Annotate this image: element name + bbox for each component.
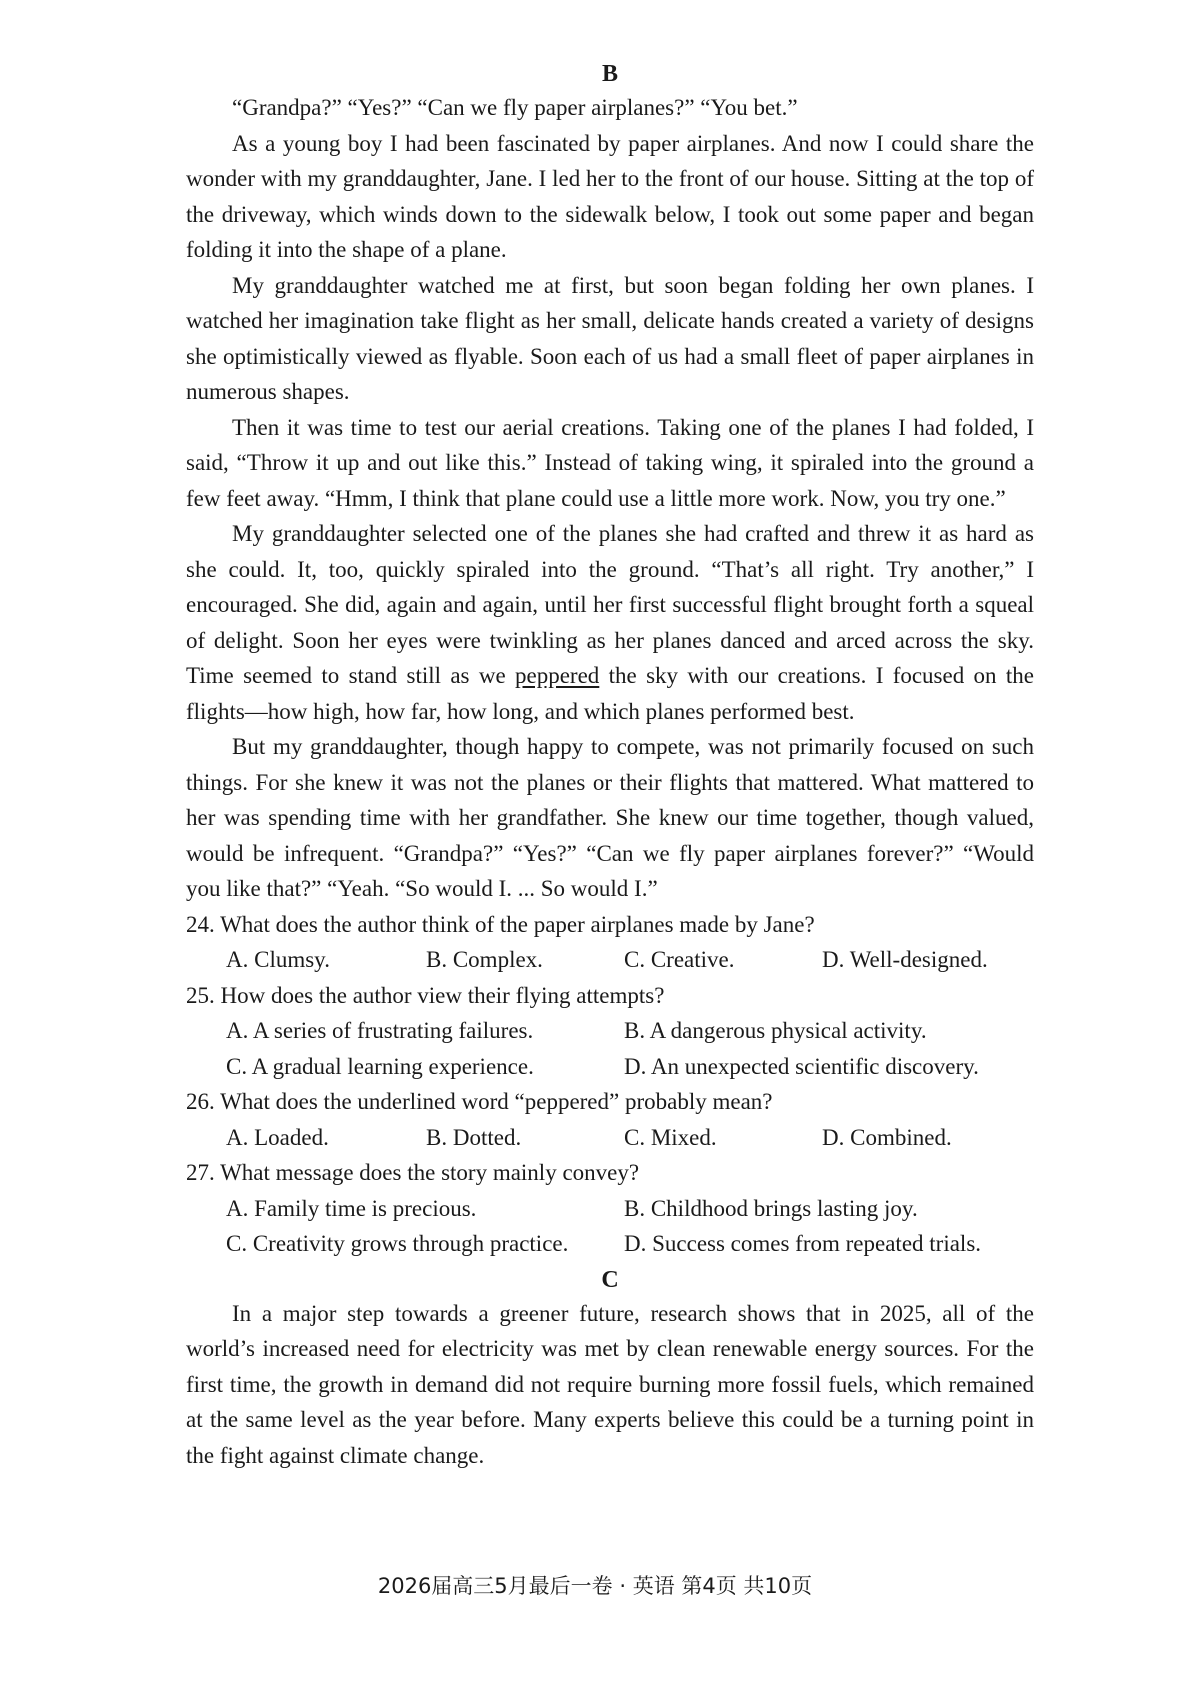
question-26 bbox=[186, 1084, 1034, 1155]
passage-b-paragraph-1: “Grandpa?” “Yes?” “Can we fly paper airplanes?” “You bet.” bbox=[232, 95, 798, 120]
option-a: A. Family time is precious. bbox=[226, 1195, 477, 1221]
option-a: A. Loaded. bbox=[226, 1124, 329, 1150]
option-a: A. Clumsy. bbox=[226, 947, 330, 972]
underlined-word-peppered: peppered bbox=[515, 663, 600, 688]
question-stem: 26. What does the underlined word “peppered” probably mean? bbox=[186, 1089, 773, 1114]
passage-b-paragraph-5 bbox=[186, 516, 1034, 729]
question-stem: 25. How does the author view their flying attempts? bbox=[186, 982, 665, 1008]
answer-options bbox=[186, 1191, 1034, 1262]
option-c: C. Mixed. bbox=[624, 1124, 717, 1150]
option-b: B. Dotted. bbox=[426, 1124, 522, 1150]
passage-b-paragraph-4: Then it was time to test our aerial creations. Taking one of the planes I had folded, I said, “Throw it up and out like this.” Instead of taking wing, it spiraled into the ground a few feet away. “Hmm, I think that plane could use a little more work. Now, you try one.” bbox=[186, 414, 1034, 511]
question-27 bbox=[186, 1155, 1034, 1262]
option-d: D. Success comes from repeated trials. bbox=[624, 1231, 982, 1256]
question-24 bbox=[186, 907, 1034, 978]
section-heading-c: C bbox=[601, 1266, 619, 1293]
answer-options bbox=[186, 1120, 1034, 1156]
option-a: A. A series of frustrating failures. bbox=[226, 1018, 534, 1043]
page-content bbox=[186, 58, 1034, 1473]
passage-b-paragraph-6: But my granddaughter, though happy to compete, was not primarily focused on such things. For she knew it was not the planes or their flights that mattered. What mattered to her was spending time with her grandfather. She knew our time together, though valued, would be infrequent. “Grandpa?” “Yes?” “Can we fly paper airplanes forever?” “Would you like that?” “Yeah. “So would I. ... So would I.” bbox=[186, 734, 1034, 901]
option-c: C. A gradual learning experience. bbox=[226, 1053, 534, 1079]
option-d: D. Combined. bbox=[822, 1124, 952, 1150]
passage-c-paragraph-1: In a major step towards a greener future, research shows that in 2025, all of the world’s increased need for electricity was met by clean renewable energy sources. For the first time, the growth in demand did not require burning more fossil fuels, which remained at the same level as the year before. Many experts believe this could be a turning point in the fight against climate change. bbox=[186, 1300, 1034, 1468]
question-stem: 24. What does the author think of the paper airplanes made by Jane? bbox=[186, 911, 815, 937]
option-b: B. Complex. bbox=[426, 947, 543, 972]
answer-options bbox=[186, 1013, 1034, 1084]
answer-options bbox=[186, 942, 1034, 978]
option-d: D. An unexpected scientific discovery. bbox=[624, 1053, 979, 1079]
option-c: C. Creativity grows through practice. bbox=[226, 1231, 569, 1256]
passage-b-paragraph-3: My granddaughter watched me at first, but soon began folding her own planes. I watched her imagination take flight as her small, delicate hands created a variety of designs she optimistically viewed as flyable. Soon each of us had a small fleet of paper airplanes in numerous shapes. bbox=[186, 272, 1034, 404]
section-heading-b: B bbox=[601, 61, 618, 87]
paragraph-5-text-before: My granddaughter selected one of the planes she had crafted and threw it as hard as she could. It, too, quickly spiraled into the ground. “That’s all right. Try another,” I encouraged. She did, again and again, until her first successful flight brought forth a squeal of delight. Soon her eyes were twinkling as her planes danced and arced across the sky. Time seemed to stand still as we bbox=[186, 521, 1034, 688]
question-stem: 27. What message does the story mainly convey? bbox=[186, 1160, 640, 1185]
passage-b-paragraph-2: As a young boy I had been fascinated by paper airplanes. And now I could share the wonder with my granddaughter, Jane. I led her to the front of our house. Sitting at the top of the driveway, which winds down to the sidewalk below, I took out some paper and began folding it into the shape of a plane. bbox=[186, 130, 1034, 262]
paragraph-5-text-after: the sky with our creations. I focused on the flights—how high, how far, how long, and which planes performed best. bbox=[186, 663, 1034, 724]
question-25 bbox=[186, 978, 1034, 1085]
option-b: B. A dangerous physical activity. bbox=[624, 1018, 927, 1043]
option-c: C. Creative. bbox=[624, 947, 735, 972]
option-b: B. Childhood brings lasting joy. bbox=[624, 1195, 918, 1221]
page-footer: 2026届高三5月最后一卷 · 英语 第4页 共10页 bbox=[377, 1574, 813, 1598]
option-d: D. Well-designed. bbox=[822, 947, 988, 972]
